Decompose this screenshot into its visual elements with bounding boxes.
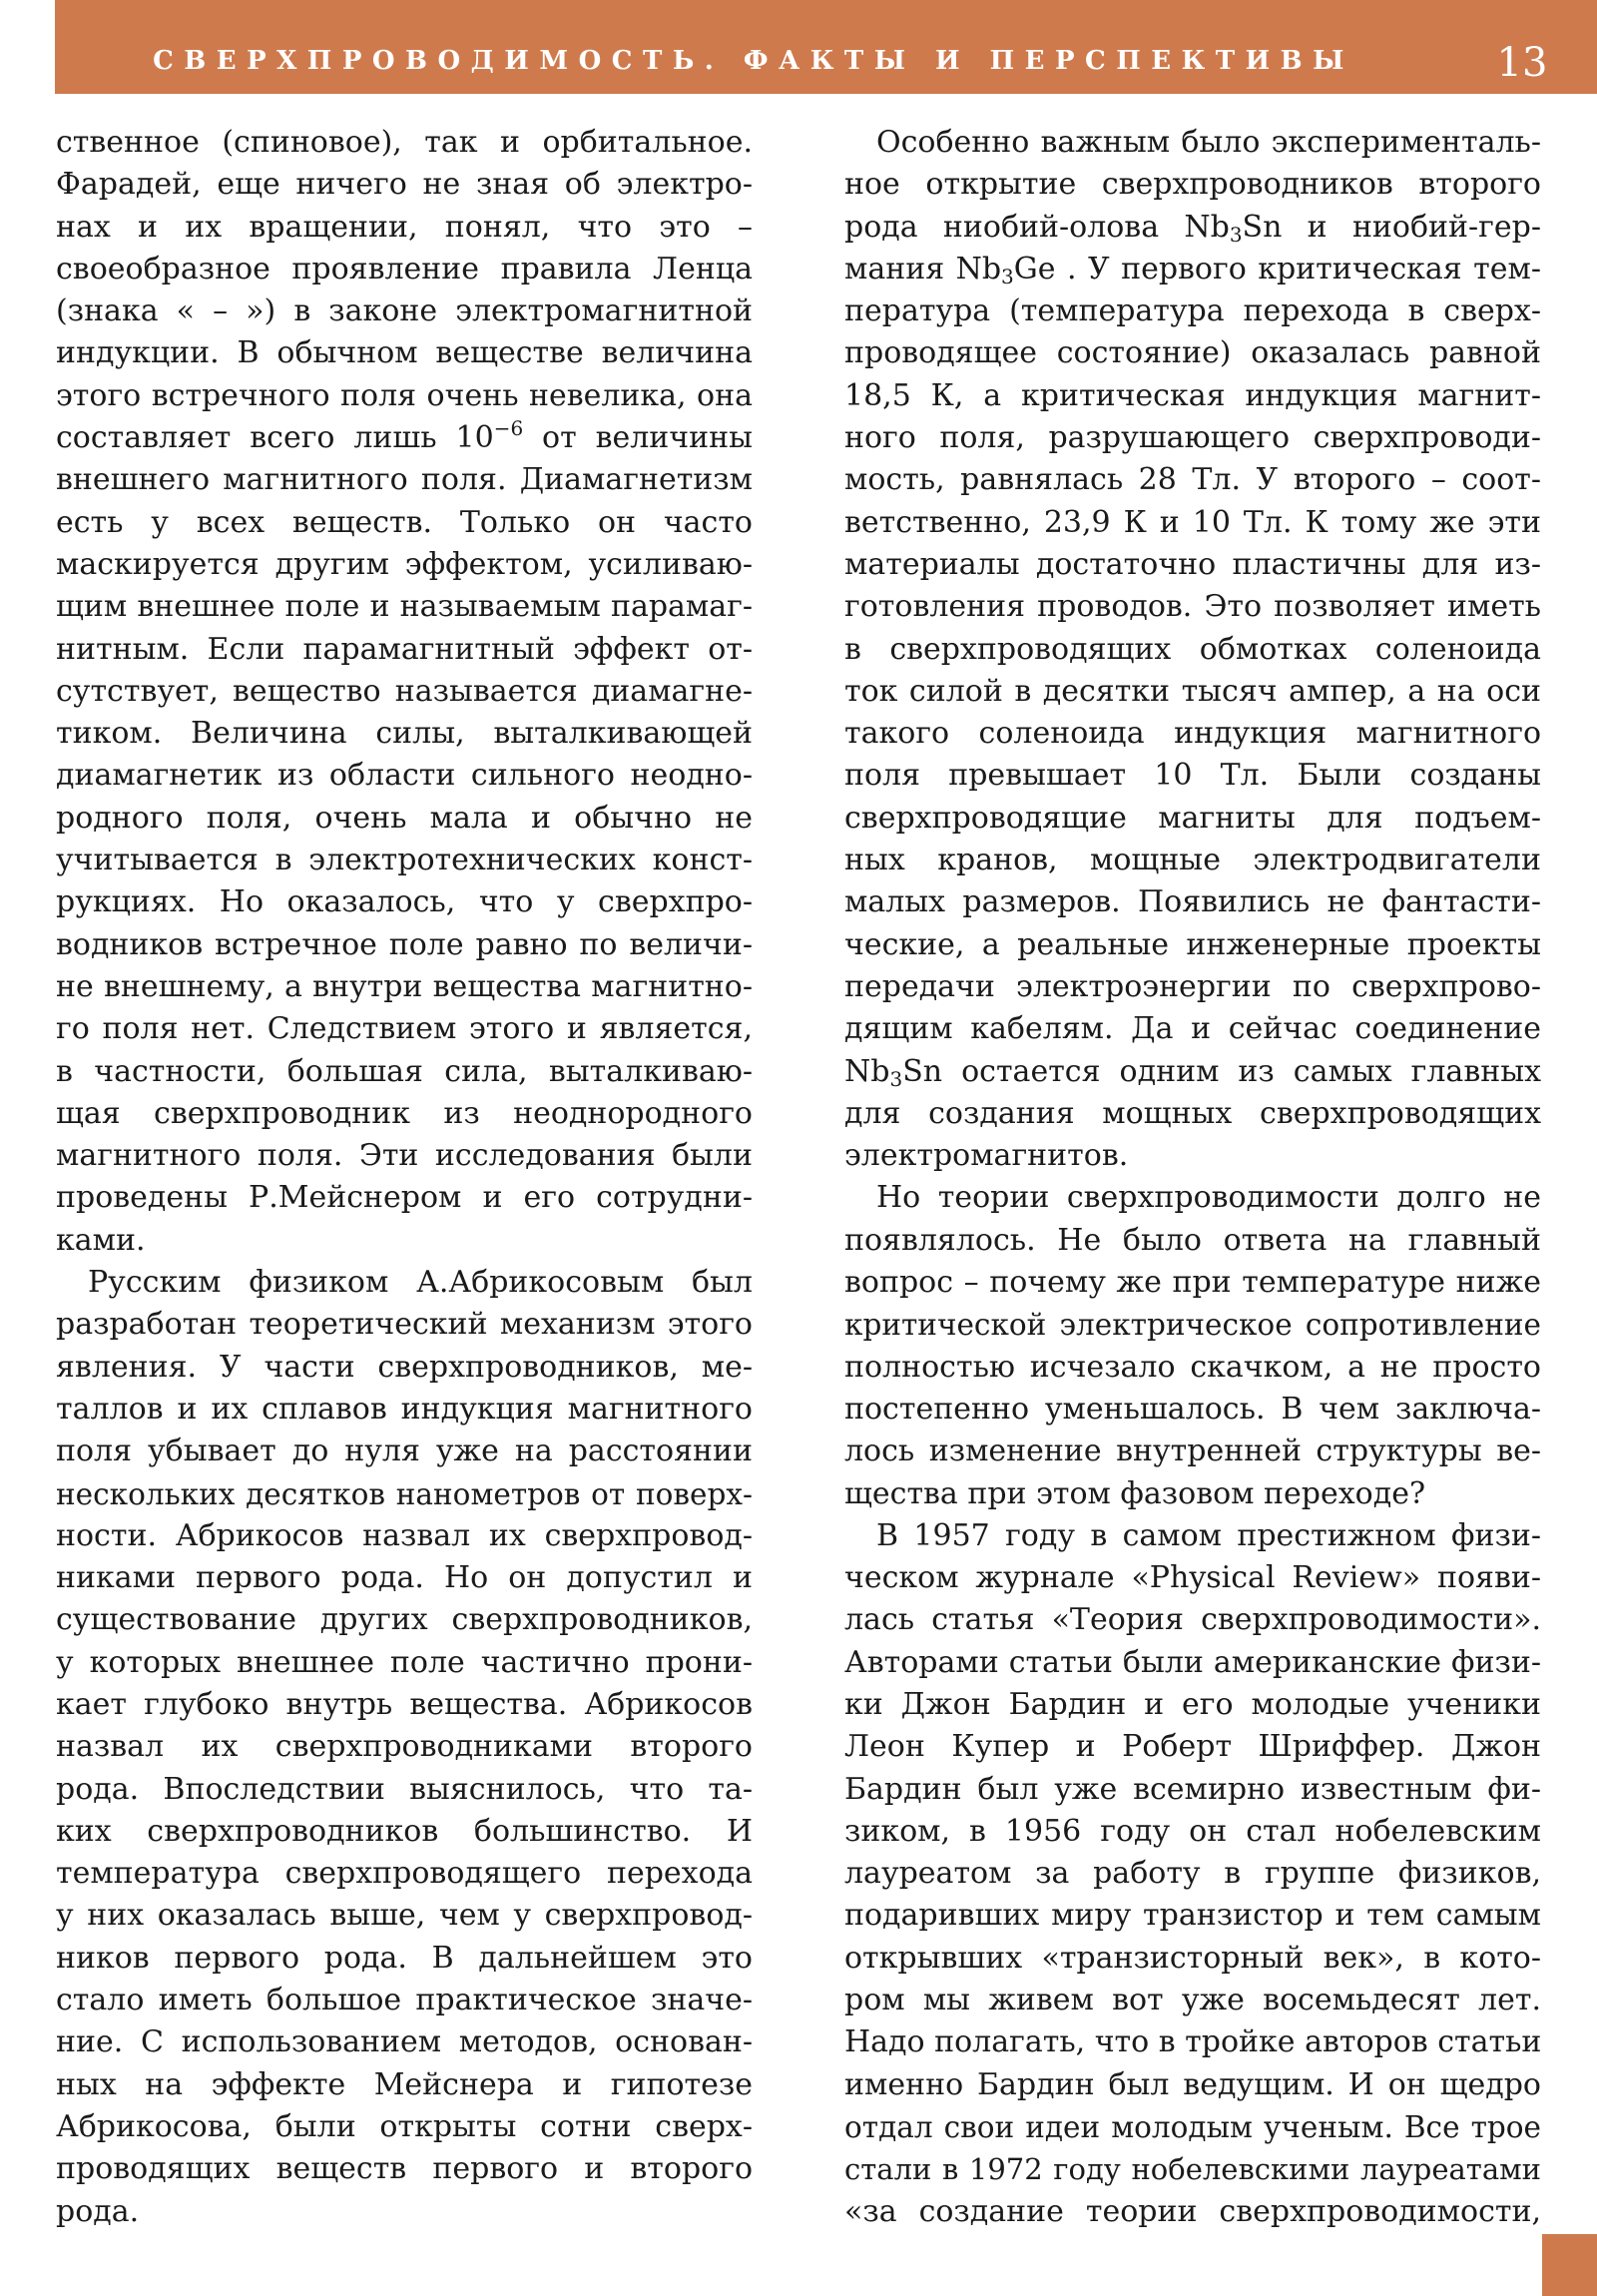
text-segment: Sn остается одним из самых главных (902, 1053, 1541, 1089)
text-line: постепенно уменьшалось. В чем заключа- (844, 1391, 1541, 1427)
text-line: передачи электроэнергии по сверхпрово- (844, 968, 1541, 1004)
text-line: дящим кабелям. Да и сейчас соединение (844, 1011, 1541, 1047)
text-line: внешнего магнитного поля. Диамагнетизм (56, 462, 753, 498)
text-line: индукции. В обычном веществе величина (56, 335, 753, 371)
text-line: Леон Купер и Роберт Шриффер. Джон (844, 1729, 1541, 1765)
text-line: Особенно важным было эксперименталь- (876, 125, 1541, 160)
text-line: ное открытие сверхпроводников второго (844, 167, 1541, 203)
text-line: ственное (спиновое), так и орбитальное. (56, 125, 753, 160)
text-line: В 1957 году в самом престижном физи- (876, 1517, 1541, 1553)
text-line: температура сверхпроводящего перехода (56, 1856, 753, 1892)
text-line: 18,5 К, а критическая индукция магнит- (844, 377, 1541, 413)
text-line: явления. У части сверхпроводников, ме- (56, 1349, 753, 1385)
text-line: нитным. Если парамагнитный эффект от- (56, 631, 753, 667)
text-line: учитывается в электротехнических конст- (56, 843, 753, 878)
text-line: ки Джон Бардин и его молодые ученики (844, 1686, 1541, 1722)
page-number: 13 (1496, 40, 1548, 86)
text-line: открывших «транзисторный век», в кото- (844, 1940, 1541, 1976)
text-line: малых размеров. Появились не фантасти- (844, 884, 1541, 920)
text-line: у которых внешнее поле частично прони- (56, 1644, 753, 1680)
text-line: нескольких десятков нанометров от поверх- (56, 1476, 753, 1511)
text-line: магнитного поля. Эти исследования были (56, 1138, 753, 1174)
text-line: проведены Р.Мейснером и его сотрудни- (56, 1180, 753, 1216)
subscript: 3 (1001, 264, 1014, 288)
text-line: го поля нет. Следствием этого и является, (56, 1011, 753, 1047)
text-line: ческом журнале «Physical Review» появи- (844, 1560, 1541, 1596)
text-line: Бардин был уже всемирно известным фи- (844, 1771, 1541, 1807)
text-line: для создания мощных сверхпроводящих (844, 1095, 1541, 1131)
text-line: ких сверхпроводников большинство. И (56, 1813, 753, 1849)
text-segment: рода ниобий-олова Nb (844, 209, 1230, 245)
text-line (844, 249, 1541, 290)
text-segment: Nb (844, 1053, 890, 1089)
text-line: Надо полагать, что в тройке авторов статьи (844, 2024, 1542, 2060)
left-text-column (56, 122, 753, 2233)
text-line: Но теории сверхпроводимости долго не (876, 1180, 1541, 1216)
right-text-column (844, 122, 1541, 2233)
text-line: существование других сверхпроводников, (56, 1602, 753, 1638)
text-line: в частности, большая сила, выталкиваю- (56, 1053, 753, 1089)
text-line: назвал их сверхпроводниками второго (56, 1729, 753, 1765)
text-line: ками. (56, 1222, 146, 1258)
text-segment: от величины (523, 420, 753, 456)
text-line: маскируется другим эффектом, усиливаю- (56, 546, 753, 582)
text-line: рукциях. Но оказалось, что у сверхпро- (56, 884, 753, 920)
text-line: лауреатом за работу в группе физиков, (844, 1856, 1541, 1892)
text-line: критической электрическое сопротивление (844, 1308, 1541, 1343)
text-segment: составляет всего лишь 10 (56, 420, 494, 456)
text-line: ветственно, 23,9 К и 10 Тл. К тому же эти (844, 504, 1541, 540)
text-line: появлялось. Не было ответа на главный (844, 1222, 1541, 1258)
text-line: «за создание теории сверхпроводимости, (844, 2193, 1541, 2229)
text-line: проводящее состояние) оказалась равной (844, 335, 1541, 371)
text-line: не внешнему, а внутри вещества магнитно- (56, 968, 753, 1004)
text-segment: Sn и ниобий-гер- (1242, 209, 1541, 245)
text-line: пература (температура перехода в сверх- (844, 293, 1541, 329)
text-line: диамагнетик из области сильного неодно- (56, 758, 753, 794)
text-line: стало иметь большое практическое значе- (56, 1983, 753, 2018)
subscript: 3 (889, 1066, 903, 1091)
running-header-title: СВЕРХПРОВОДИМОСТЬ. ФАКТЫ И ПЕРСПЕКТИВЫ (153, 46, 1354, 76)
text-line (844, 207, 1541, 249)
text-line: кает глубоко внутрь вещества. Абрикосов (56, 1686, 753, 1722)
text-line: рода. Впоследствии выяснилось, что та- (56, 1771, 753, 1807)
text-line: ников первого рода. В дальнейшем это (56, 1940, 753, 1976)
text-line: лось изменение внутренней структуры ве- (844, 1434, 1541, 1469)
text-line: у них оказалась выше, чем у сверхпровод- (56, 1898, 753, 1934)
text-line: есть у всех веществ. Только он часто (56, 504, 753, 540)
text-line: ние. С использованием методов, основан- (56, 2024, 753, 2060)
text-line: поля превышает 10 Тл. Были созданы (844, 758, 1541, 794)
text-line: материалы достаточно пластичны для из- (844, 546, 1541, 582)
text-line: разработан теоретический механизм этого (56, 1307, 753, 1343)
text-line: в сверхпроводящих обмотках соленоида (844, 631, 1541, 667)
text-line: этого встречного поля очень невелика, она (56, 377, 753, 413)
text-line: рода. (56, 2193, 140, 2229)
text-line: полностью исчезало скачком, а не просто (844, 1349, 1541, 1385)
text-line: ток силой в десятки тысяч ампер, а на оси (844, 673, 1541, 709)
text-line (844, 1051, 1541, 1093)
text-line: стали в 1972 году нобелевскими лауреатами (844, 2152, 1541, 2187)
text-line: ных на эффекте Мейснера и гипотезе (56, 2066, 753, 2102)
text-line: водников встречное поле равно по величи- (56, 926, 753, 962)
text-line: ром мы живем вот уже восемьдесят лет. (844, 1983, 1541, 2018)
text-line: щества при этом фазовом переходе? (844, 1475, 1426, 1511)
subscript: 3 (1229, 222, 1243, 247)
text-line: отдал свои идеи молодым ученым. Все трое (844, 2109, 1541, 2144)
text-line: зиком, в 1956 году он стал нобелевским (844, 1813, 1541, 1849)
text-line: родного поля, очень мала и обычно не (56, 800, 753, 836)
text-line: именно Бардин был ведущим. И он щедро (844, 2066, 1541, 2102)
text-line: подаривших миру транзистор и тем самым (844, 1898, 1541, 1934)
text-line: поля убывает до нуля уже на расстоянии (56, 1434, 753, 1469)
text-line: такого соленоида индукция магнитного (844, 716, 1541, 752)
text-line: мость, равнялась 28 Тл. У второго – соот- (844, 462, 1541, 498)
text-line: Абрикосова, были открыты сотни сверх- (56, 2108, 753, 2144)
corner-decoration (1542, 2234, 1597, 2296)
text-line: нах и их вращении, понял, что это – (56, 209, 753, 245)
text-segment: мания Nb (844, 251, 1002, 287)
text-line: вопрос – почему же при температуре ниже (844, 1265, 1541, 1301)
text-line: своеобразное проявление правила Ленца (56, 251, 753, 287)
superscript: −6 (493, 416, 524, 441)
text-line: ных кранов, мощные электродвигатели (844, 843, 1541, 878)
text-line: сверхпроводящие магниты для подъем- (844, 800, 1541, 836)
text-line: тиком. Величина силы, выталкивающей (56, 716, 753, 752)
text-segment: Ge . У первого критическая тем- (1013, 251, 1541, 287)
text-line: ности. Абрикосов назвал их сверхпровод- (56, 1517, 753, 1553)
text-line: Авторами статьи были американские физи- (844, 1644, 1541, 1680)
text-line: лась статья «Теория сверхпроводимости». (844, 1602, 1541, 1638)
text-line: (знака « – ») в законе электромагнитной (56, 293, 753, 329)
text-line: Фарадей, еще ничего не зная об электро- (56, 167, 753, 203)
text-line: Русским физиком А.Абрикосовым был (88, 1265, 753, 1301)
text-line: щим внешнее поле и называемым парамаг- (56, 589, 753, 625)
text-line: никами первого рода. Но он допустил и (56, 1560, 753, 1596)
text-line: ного поля, разрушающего сверхпроводи- (844, 420, 1541, 456)
text-line: проводящих веществ первого и второго (56, 2151, 753, 2187)
text-line (56, 417, 753, 459)
text-line: сутствует, вещество называется диамагне- (56, 673, 753, 709)
text-line: готовления проводов. Это позволяет иметь (844, 589, 1541, 625)
text-line: ческие, а реальные инженерные проекты (844, 926, 1541, 962)
text-line: таллов и их сплавов индукция магнитного (56, 1391, 753, 1427)
text-line: щая сверхпроводник из неоднородного (56, 1095, 753, 1131)
text-line: электромагнитов. (844, 1138, 1129, 1174)
